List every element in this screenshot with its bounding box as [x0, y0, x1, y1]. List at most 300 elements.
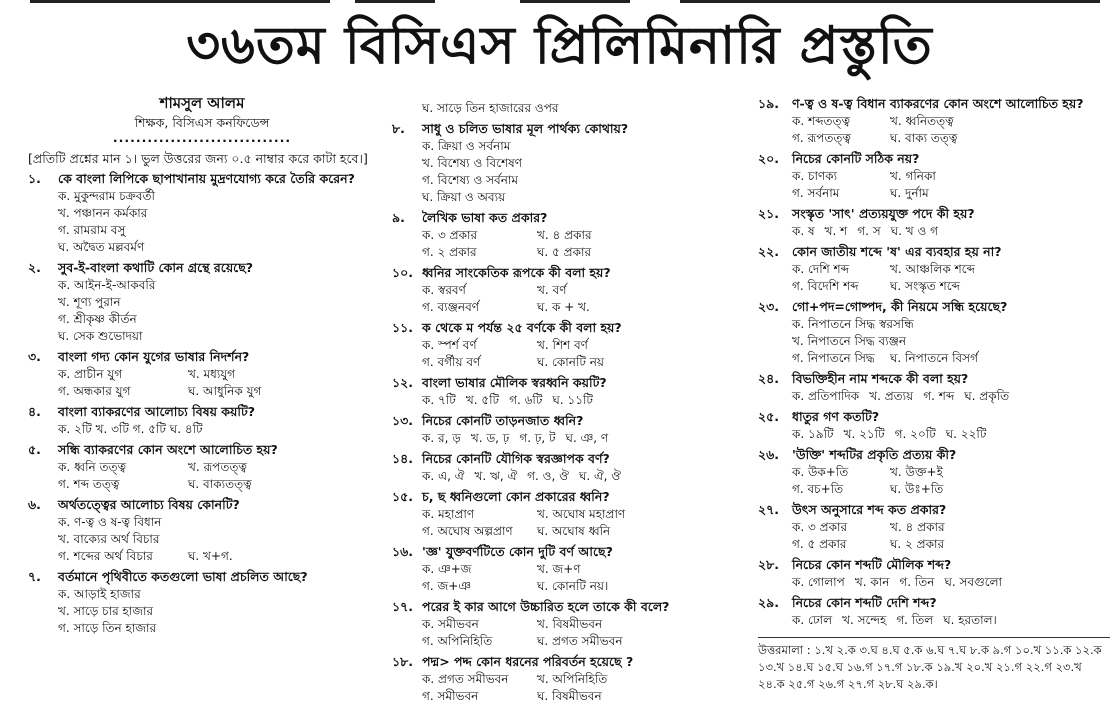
- option: ঘ. সবগুলো: [944, 575, 1003, 589]
- question-6: [28, 496, 376, 565]
- page-title: ৩৬তম বিসিএস প্রিলিমিনারি প্রস্তুতি: [186, 15, 933, 76]
- options-row: [792, 333, 1110, 350]
- marking-note: [প্রতিটি প্রশ্নের মান ১। ভুল উত্তরের জন্য ০.৫ নাম্বার করে কাটা হবে।]: [28, 151, 368, 166]
- option: গ. শব্দ: [923, 389, 955, 403]
- options-row: [422, 468, 732, 485]
- option: ঘ. বাক্যতত্ত্ব: [188, 477, 252, 491]
- question-23: [758, 298, 1110, 367]
- option: গ. অন্ধকার যুগ: [58, 384, 131, 398]
- option: ক. নিপাতনে সিদ্ধ স্বরসন্ধি: [792, 317, 914, 331]
- question-18: [392, 653, 732, 705]
- author-designation: শিক্ষক, বিসিএস কনফিডেন্স: [134, 115, 270, 130]
- option: ক. ১৯টি: [792, 427, 834, 441]
- option: ঘ. অঘোষ ধ্বনি: [537, 524, 611, 538]
- options-row: [58, 277, 376, 294]
- question-text: কে বাংলা লিপিকে ছাপাখানায় মুদ্রণযোগ্য করে তৈরি করেন?: [58, 171, 355, 186]
- option: গ. ২ প্রকার: [422, 245, 477, 259]
- option: ক. ঞ+জ: [422, 562, 472, 576]
- question-text: ণ-ত্ব ও ষ-ত্ব বিধান ব্যাকরণের কোন অংশে আলোচিত হয়?: [792, 96, 1084, 111]
- question-number: ৭.: [28, 569, 41, 584]
- option: ক. ক্রিয়া ও সর্বনাম: [422, 139, 511, 153]
- option: ক. প্রাচীন যুগ: [58, 367, 123, 381]
- column-3: [758, 92, 1110, 693]
- option: ক. স্বরবর্ণ: [422, 283, 466, 297]
- option: খ. বিশেষ্য ও বিশেষণ: [422, 156, 523, 170]
- question-25: [758, 408, 1110, 443]
- options-row: [792, 223, 1110, 240]
- question-text: অর্থতত্ত্বের আলোচ্য বিষয় কোনটি?: [58, 497, 240, 512]
- question-heading: [758, 408, 1110, 426]
- option: ঘ. সংস্কৃত শব্দে: [890, 279, 960, 293]
- options-list: [758, 388, 1110, 405]
- option: গ. তিল: [896, 613, 934, 627]
- option: ঘ. ঐ, ঔ: [578, 469, 622, 483]
- question-text: নিচের কোন শব্দটি মৌলিক শব্দ?: [792, 557, 952, 572]
- question-heading: [28, 496, 376, 514]
- options-row: [422, 244, 732, 261]
- option: খ. বিষমীভবন: [537, 617, 603, 631]
- question-heading: [392, 319, 732, 337]
- option: খ. শূণ্য পুরান: [58, 295, 121, 309]
- question-number: ১৬.: [392, 544, 413, 559]
- question-number: ২৭.: [758, 502, 780, 517]
- option: ঘ. ঞ, ণ: [565, 431, 609, 445]
- question-heading: [758, 243, 1110, 261]
- question-heading: [392, 209, 732, 227]
- option: গ. ব্যঞ্জনবর্ণ: [422, 300, 480, 314]
- option: ঘ. ক + খ.: [537, 300, 590, 314]
- options-row: [58, 620, 376, 637]
- question-heading: [392, 264, 732, 282]
- option: ক. প্রগত সমীভবন: [422, 672, 509, 686]
- question-7: [392, 100, 732, 117]
- options-row: [422, 671, 732, 688]
- question-21: [758, 205, 1110, 240]
- options-row: [422, 616, 732, 633]
- option: ক. দেশি শব্দ: [792, 262, 850, 276]
- option: ক. ষ: [792, 224, 815, 238]
- option: গ. সর্বনাম: [792, 186, 840, 200]
- options-row: [792, 574, 1110, 591]
- option: গ. সাড়ে তিন হাজার: [58, 621, 157, 635]
- option: খ. প্রত্যয়: [869, 389, 914, 403]
- options-row: [58, 421, 376, 438]
- options-row: [422, 100, 732, 117]
- option: ঘ. আধুনিক যুগ: [188, 384, 262, 398]
- question-2: [28, 259, 376, 345]
- question-heading: [758, 446, 1110, 464]
- option: ক. ণ-ত্ব ও ষ-ত্ব বিধান: [58, 515, 162, 529]
- option: ঘ. প্রকৃতি: [964, 389, 1010, 403]
- question-number: ১৩.: [392, 413, 413, 428]
- options-row: [792, 168, 1110, 185]
- options-row: [422, 633, 732, 650]
- question-1: [28, 170, 376, 256]
- options-list: [392, 227, 732, 261]
- question-text: ধাতুর গণ কতটি?: [792, 409, 880, 424]
- option: ক. শব্দতত্ত্ব: [792, 114, 851, 128]
- options-row: [58, 205, 376, 222]
- option: গ. রামরাম বসু: [58, 223, 126, 237]
- question-text: নিচের কোনটি তাড়নজাত ধ্বনি?: [422, 413, 584, 428]
- options-list: [28, 366, 376, 400]
- author-name: শামসুল আলম: [159, 94, 245, 112]
- option: ঘ. ২ প্রকার: [890, 537, 945, 551]
- options-list: [758, 316, 1110, 367]
- question-number: ২৩.: [758, 299, 780, 314]
- question-number: ২১.: [758, 206, 779, 221]
- options-row: [422, 578, 732, 595]
- option: ক. মহাপ্রাণ: [422, 507, 475, 521]
- option: ক. মুকুন্দরাম চক্রবর্তী: [58, 189, 155, 203]
- option: ক. র, ড়: [422, 431, 461, 445]
- option: ঘ. উঃ+তি: [890, 482, 944, 496]
- options-row: [58, 222, 376, 239]
- options-list: [28, 586, 376, 637]
- options-list: [758, 168, 1110, 202]
- question-8: [392, 120, 732, 206]
- option: ক. ঢোল: [792, 613, 833, 627]
- option: ঘ. ২২টি: [945, 427, 987, 441]
- option: গ. অঘোষ অল্পপ্রাণ: [422, 524, 513, 538]
- question-12: [392, 374, 732, 409]
- question-heading: [758, 95, 1110, 113]
- options-row: [422, 392, 732, 409]
- option: খ. ২১টি: [843, 427, 885, 441]
- options-row: [58, 514, 376, 531]
- option: খ. পঞ্চানন কর্মকার: [58, 206, 148, 220]
- question-28: [758, 556, 1110, 591]
- column-2: [392, 100, 732, 705]
- options-row: [58, 548, 376, 565]
- option: ক. স্পর্শ বর্ণ: [422, 338, 477, 352]
- option: গ. শব্দের অর্থ বিচার: [58, 549, 153, 563]
- option: খ. নিপাতনে সিদ্ধ ব্যঞ্জন: [792, 334, 907, 348]
- options-row: [422, 172, 732, 189]
- option: খ. শ: [824, 224, 848, 238]
- question-text: লৈখিক ভাষা কত প্রকার?: [422, 210, 548, 225]
- option: খ. সাড়ে চার হাজার: [58, 604, 154, 618]
- option: ক. উক+তি: [792, 465, 849, 479]
- option: গ. ৬টি: [509, 393, 543, 407]
- option: ঘ. প্রগত সমীভবন: [537, 634, 623, 648]
- option: খ. ৫টি: [465, 393, 500, 407]
- question-11: [392, 319, 732, 371]
- options-row: [792, 278, 1110, 295]
- question-heading: [392, 120, 732, 138]
- question-number: ১০.: [392, 265, 413, 280]
- options-row: [422, 227, 732, 244]
- options-list: [28, 277, 376, 345]
- options-row: [792, 113, 1110, 130]
- question-heading: [28, 170, 376, 188]
- options-list: [392, 100, 732, 117]
- options-row: [422, 282, 732, 299]
- question-text: সাধু ও চলিত ভাষার মূল পার্থক্য কোথায়?: [422, 121, 629, 136]
- question-10: [392, 264, 732, 316]
- question-text: বিভক্তিহীন নাম শব্দকে কী বলা হয়?: [792, 371, 969, 386]
- question-heading: [392, 543, 732, 561]
- option: গ. তিন: [899, 575, 935, 589]
- question-text: ধ্বনির সাংকেতিক রূপকে কী বলা হয়?: [422, 265, 611, 280]
- question-17: [392, 598, 732, 650]
- question-number: ৮.: [392, 121, 405, 136]
- option: ঘ. সাড়ে তিন হাজারের ওপর: [422, 101, 559, 115]
- options-list: [758, 223, 1110, 240]
- options-list: [758, 574, 1110, 591]
- question-number: ১৮.: [392, 654, 413, 669]
- options-row: [58, 476, 376, 493]
- options-row: [792, 388, 1110, 405]
- question-text: গো+পদ=গোষ্পদ, কী নিয়মে সন্ধি হয়েছে?: [792, 299, 1008, 314]
- options-list: [392, 138, 732, 206]
- option: ক. চাণক্য: [792, 169, 838, 183]
- options-row: [422, 138, 732, 155]
- options-row: [422, 354, 732, 371]
- options-row: [792, 464, 1110, 481]
- question-heading: [758, 594, 1110, 612]
- options-row: [792, 481, 1110, 498]
- option: গ. বিদেশি শব্দ: [792, 279, 859, 293]
- option: খ. ৪ প্রকার: [537, 228, 592, 242]
- question-number: ৯.: [392, 210, 405, 225]
- options-list: [28, 514, 376, 565]
- option: খ. সন্দেহ: [842, 613, 887, 627]
- options-row: [58, 586, 376, 603]
- options-row: [792, 261, 1110, 278]
- question-4: [28, 403, 376, 438]
- question-heading: [392, 488, 732, 506]
- options-row: [792, 536, 1110, 553]
- question-number: ২.: [28, 260, 41, 275]
- options-row: [58, 383, 376, 400]
- question-number: ১৯.: [758, 96, 779, 111]
- options-row: [422, 299, 732, 316]
- question-text: 'জ্ঞ' যুক্তবর্ণটিতে কোন দুটি বর্ণ আছে?: [422, 544, 613, 559]
- option: খ. ৪ প্রকার: [890, 520, 945, 534]
- question-9: [392, 209, 732, 261]
- options-list: [392, 616, 732, 650]
- question-14: [392, 450, 732, 485]
- options-row: [422, 506, 732, 523]
- question-29: [758, 594, 1110, 629]
- option: খ. বাক্যের অর্থ বিচার: [58, 532, 160, 546]
- options-list: [392, 561, 732, 595]
- option: ক. ৭টি: [422, 393, 456, 407]
- question-heading: [392, 412, 732, 430]
- question-3: [28, 348, 376, 400]
- question-number: ২৮.: [758, 557, 779, 572]
- question-number: ৪.: [28, 404, 41, 419]
- options-list: [392, 337, 732, 371]
- dotted-divider: ...............................: [112, 130, 292, 145]
- question-26: [758, 446, 1110, 498]
- question-heading: [392, 450, 732, 468]
- option: গ. অপিনিহিতি: [422, 634, 493, 648]
- question-text: বাংলা গদ্য কোন যুগের ভাষার নিদর্শন?: [58, 349, 250, 364]
- question-text: বাংলা ব্যাকরণের আলোচ্য বিষয় কয়টি?: [58, 404, 256, 419]
- option: গ. ২০টি: [894, 427, 936, 441]
- options-row: [422, 430, 732, 447]
- option: খ. শিশ বর্ণ: [537, 338, 588, 352]
- question-number: ২৫.: [758, 409, 779, 424]
- option: ঘ. কোনটি নয়।: [537, 579, 609, 593]
- options-row: [422, 337, 732, 354]
- option: খ. বর্ণ: [537, 283, 567, 297]
- option: খ. ধ্বনিতত্ত্ব: [890, 114, 954, 128]
- column-1: [28, 92, 376, 637]
- question-text: ক থেকে ম পর্যন্ত ২৫ বর্ণকে কী বলা হয়?: [422, 320, 622, 335]
- options-row: [58, 366, 376, 383]
- option: ঘ. ১১টি: [552, 393, 593, 407]
- option: গ. শব্দ তত্ত্ব: [58, 477, 120, 491]
- question-text: 'উক্তি' শব্দটির প্রকৃতি প্রত্যয় কী?: [792, 447, 957, 462]
- options-list: [392, 468, 732, 485]
- option: গ. নিপাতনে সিদ্ধ: [792, 351, 875, 365]
- options-row: [422, 561, 732, 578]
- option: গ. সমীভবন: [422, 689, 479, 703]
- option: ঘ. দুর্নাম: [890, 186, 929, 200]
- question-text: পরের ই কার আগে উচ্চারিত হলে তাকে কী বলে?: [422, 599, 670, 614]
- answer-key: উত্তরমালা : ১.খ ২.ক ৩.ঘ ৪.ঘ ৫.ক ৬.ঘ ৭.ঘ ৮.ক ৯.গ ১০.খ ১১.ক ১২.ক ১৩.খ ১৪.ঘ ১৫.ঘ ১৬.গ ১৭.গ ১৮.ক ১৯.খ ২০.খ ২১.গ ২২.গ ২৩.খ ২৪.ক ২৫.গ ২৬.গ ২৭.গ ২৮.ঘ ২৯.ক।: [758, 637, 1110, 693]
- question-heading: [758, 298, 1110, 316]
- question-text: বাংলা ভাষার মৌলিক স্বরধ্বনি কয়টি?: [422, 375, 607, 390]
- options-row: [58, 603, 376, 620]
- options-row: [58, 531, 376, 548]
- options-row: [422, 523, 732, 540]
- question-number: ১২.: [392, 375, 413, 390]
- question-number: ৩.: [28, 349, 41, 364]
- option: খ. ড, ঢ়: [470, 431, 510, 445]
- question-13: [392, 412, 732, 447]
- author-block: [28, 92, 376, 144]
- question-heading: [392, 653, 732, 671]
- option: ক. ৩ প্রকার: [422, 228, 478, 242]
- option: গ. বিশেষ্য ও সর্বনাম: [422, 173, 518, 187]
- option: গ. বচ+তি: [792, 482, 844, 496]
- option: খ. গনিকা: [890, 169, 936, 183]
- question-number: ১৭.: [392, 599, 413, 614]
- options-list: [758, 464, 1110, 498]
- question-text: নিচের কোন শব্দটি দেশি শব্দ?: [792, 595, 937, 610]
- options-list: [392, 392, 732, 409]
- question-heading: [28, 568, 376, 586]
- option: ক. গোলাপ: [792, 575, 845, 589]
- option: ক. আইন-ই-আকবরি: [58, 278, 156, 292]
- question-5: [28, 441, 376, 493]
- question-number: ১৪.: [392, 451, 413, 466]
- option: গ. রূপতত্ত্ব: [792, 131, 851, 145]
- question-22: [758, 243, 1110, 295]
- option: ঘ. হরতাল।: [943, 613, 997, 627]
- options-row: [422, 688, 732, 705]
- question-heading: [758, 150, 1110, 168]
- options-list: [758, 519, 1110, 553]
- option: খ. অপিনিহিতি: [537, 672, 608, 686]
- question-15: [392, 488, 732, 540]
- option: খ. রূপতত্ত্ব: [188, 460, 247, 474]
- question-number: ১৫.: [392, 489, 413, 504]
- option: ক. এ, ঐ: [422, 469, 465, 483]
- question-number: ২৯.: [758, 595, 779, 610]
- option: ঘ. বাক্য তত্ত্ব: [890, 131, 958, 145]
- question-27: [758, 501, 1110, 553]
- option: ঘ. বিষমীভবন: [537, 689, 602, 703]
- question-heading: [758, 556, 1110, 574]
- question-number: ৫.: [28, 442, 41, 457]
- options-row: [58, 294, 376, 311]
- question-heading: [28, 441, 376, 459]
- question-text: সুব-ই-বাংলা কথাটি কোন গ্রন্থে রয়েছে?: [58, 260, 254, 275]
- options-row: [58, 239, 376, 256]
- question-24: [758, 370, 1110, 405]
- question-text: উৎস অনুসারে শব্দ কত প্রকার?: [792, 502, 947, 517]
- option: ক. সমীভবন: [422, 617, 479, 631]
- options-list: [758, 426, 1110, 443]
- question-20: [758, 150, 1110, 202]
- options-list: [28, 188, 376, 256]
- options-row: [58, 459, 376, 476]
- question-number: ১.: [28, 171, 41, 186]
- question-text: সন্ধি ব্যাকরণের কোন অংশে আলোচিত হয়?: [58, 442, 278, 457]
- question-text: পদ্ম> পদ্দ কোন ধরনের পরিবর্তন হয়েছে ?: [422, 654, 634, 669]
- options-row: [792, 519, 1110, 536]
- option: ঘ. খ ও গ: [890, 224, 938, 238]
- question-text: সংস্কৃত 'সাৎ' প্রত্যয়যুক্ত পদে কী হয়?: [792, 206, 975, 221]
- option: গ. ও, ঔ: [527, 469, 569, 483]
- question-number: ৬.: [28, 497, 41, 512]
- option: গ. ঢ়, ট: [519, 431, 556, 445]
- option: ক. ২টি খ. ৩টি গ. ৫টি ঘ. ৪টি: [58, 422, 203, 436]
- options-row: [792, 426, 1110, 443]
- options-row: [792, 350, 1110, 367]
- options-list: [28, 421, 376, 438]
- option: ক. ৩ প্রকার: [792, 520, 848, 534]
- question-text: কোন জাতীয় শব্দে 'ষ' এর ব্যবহার হয় না?: [792, 244, 1002, 259]
- question-7: [28, 568, 376, 637]
- question-text: বর্তমানে পৃথিবীতে কতগুলো ভাষা প্রচলিত আছে?: [58, 569, 308, 584]
- option: গ. স: [857, 224, 881, 238]
- option: ঘ. কোনটি নয়: [537, 355, 604, 369]
- option: খ. অঘোষ মহাপ্রাণ: [537, 507, 626, 521]
- option: গ. ৫ প্রকার: [792, 537, 847, 551]
- question-number: ২৬.: [758, 447, 780, 462]
- option: ঘ. ৫ প্রকার: [537, 245, 592, 259]
- option: ক. আড়াই হাজার: [58, 587, 141, 601]
- options-list: [392, 282, 732, 316]
- question-text: চ, ছ ধ্বনিগুলো কোন প্রকারের ধ্বনি?: [422, 489, 610, 504]
- options-list: [392, 430, 732, 447]
- option: ঘ. অদ্বৈত মল্লবর্মণ: [58, 240, 145, 254]
- options-list: [758, 261, 1110, 295]
- options-row: [58, 311, 376, 328]
- options-list: [392, 671, 732, 705]
- question-heading: [758, 205, 1110, 223]
- options-list: [758, 612, 1110, 629]
- option: ক. ধ্বনি তত্ত্ব: [58, 460, 127, 474]
- question-heading: [392, 598, 732, 616]
- option: খ. মধ্যযুগ: [188, 367, 236, 381]
- options-list: [28, 459, 376, 493]
- question-text: নিচের কোনটি সঠিক নয়?: [792, 151, 920, 166]
- options-list: [392, 506, 732, 540]
- option: ঘ. নিপাতনে বিসর্গ: [890, 351, 978, 365]
- question-text: নিচের কোনটি যৌগিক স্বরজ্ঞাপক বর্ণ?: [422, 451, 610, 466]
- options-row: [58, 328, 376, 345]
- option: ঘ. সেক শুভোদয়া: [58, 329, 143, 343]
- question-heading: [758, 501, 1110, 519]
- question-number: ২২.: [758, 244, 780, 259]
